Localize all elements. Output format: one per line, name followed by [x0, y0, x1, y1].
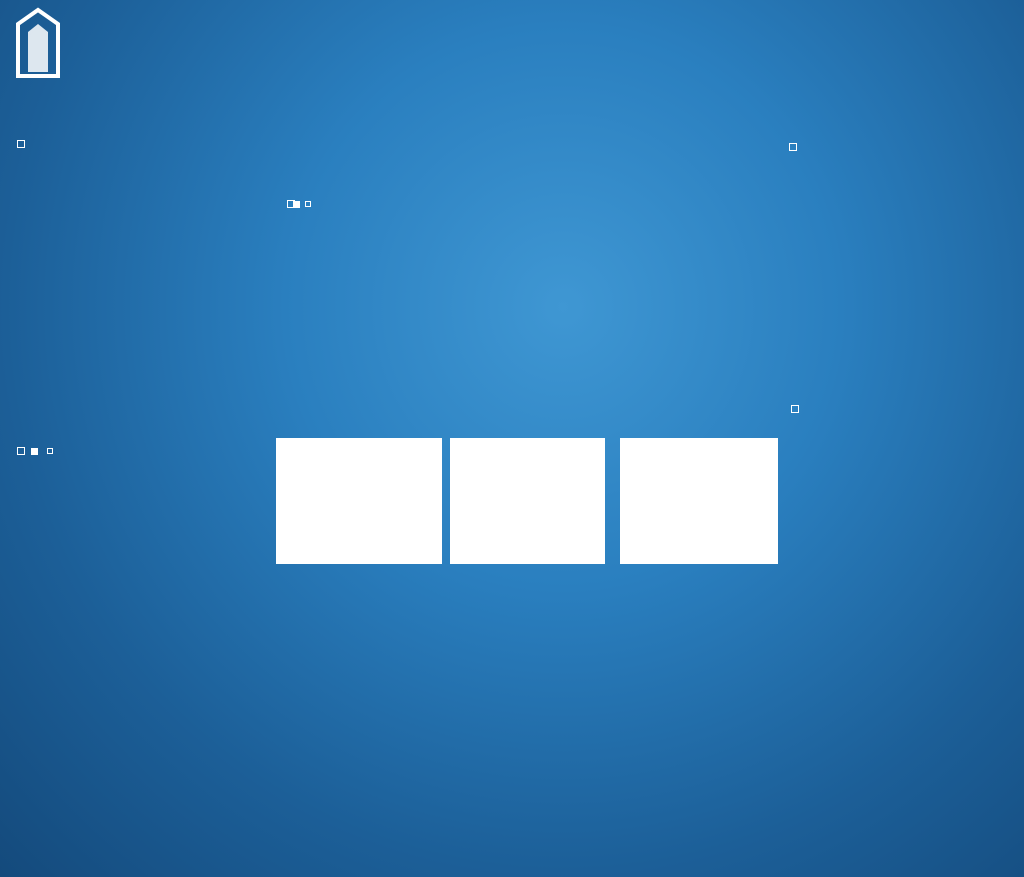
audiogram-chart [26, 697, 268, 855]
discussion-section [790, 390, 1015, 402]
method-section [16, 430, 260, 444]
spectrogram-500hz [450, 438, 605, 564]
high-context-chart [540, 615, 776, 763]
logo-mark-icon [10, 6, 70, 78]
spectrogram-4000hz [620, 438, 778, 564]
spectrogram-unfiltered [276, 438, 442, 564]
results-section [788, 128, 1010, 140]
references-section [798, 699, 1010, 705]
university-logo [10, 6, 370, 78]
introduction-section [16, 128, 256, 137]
procedure-section [286, 195, 766, 197]
low-context-chart [306, 615, 538, 763]
